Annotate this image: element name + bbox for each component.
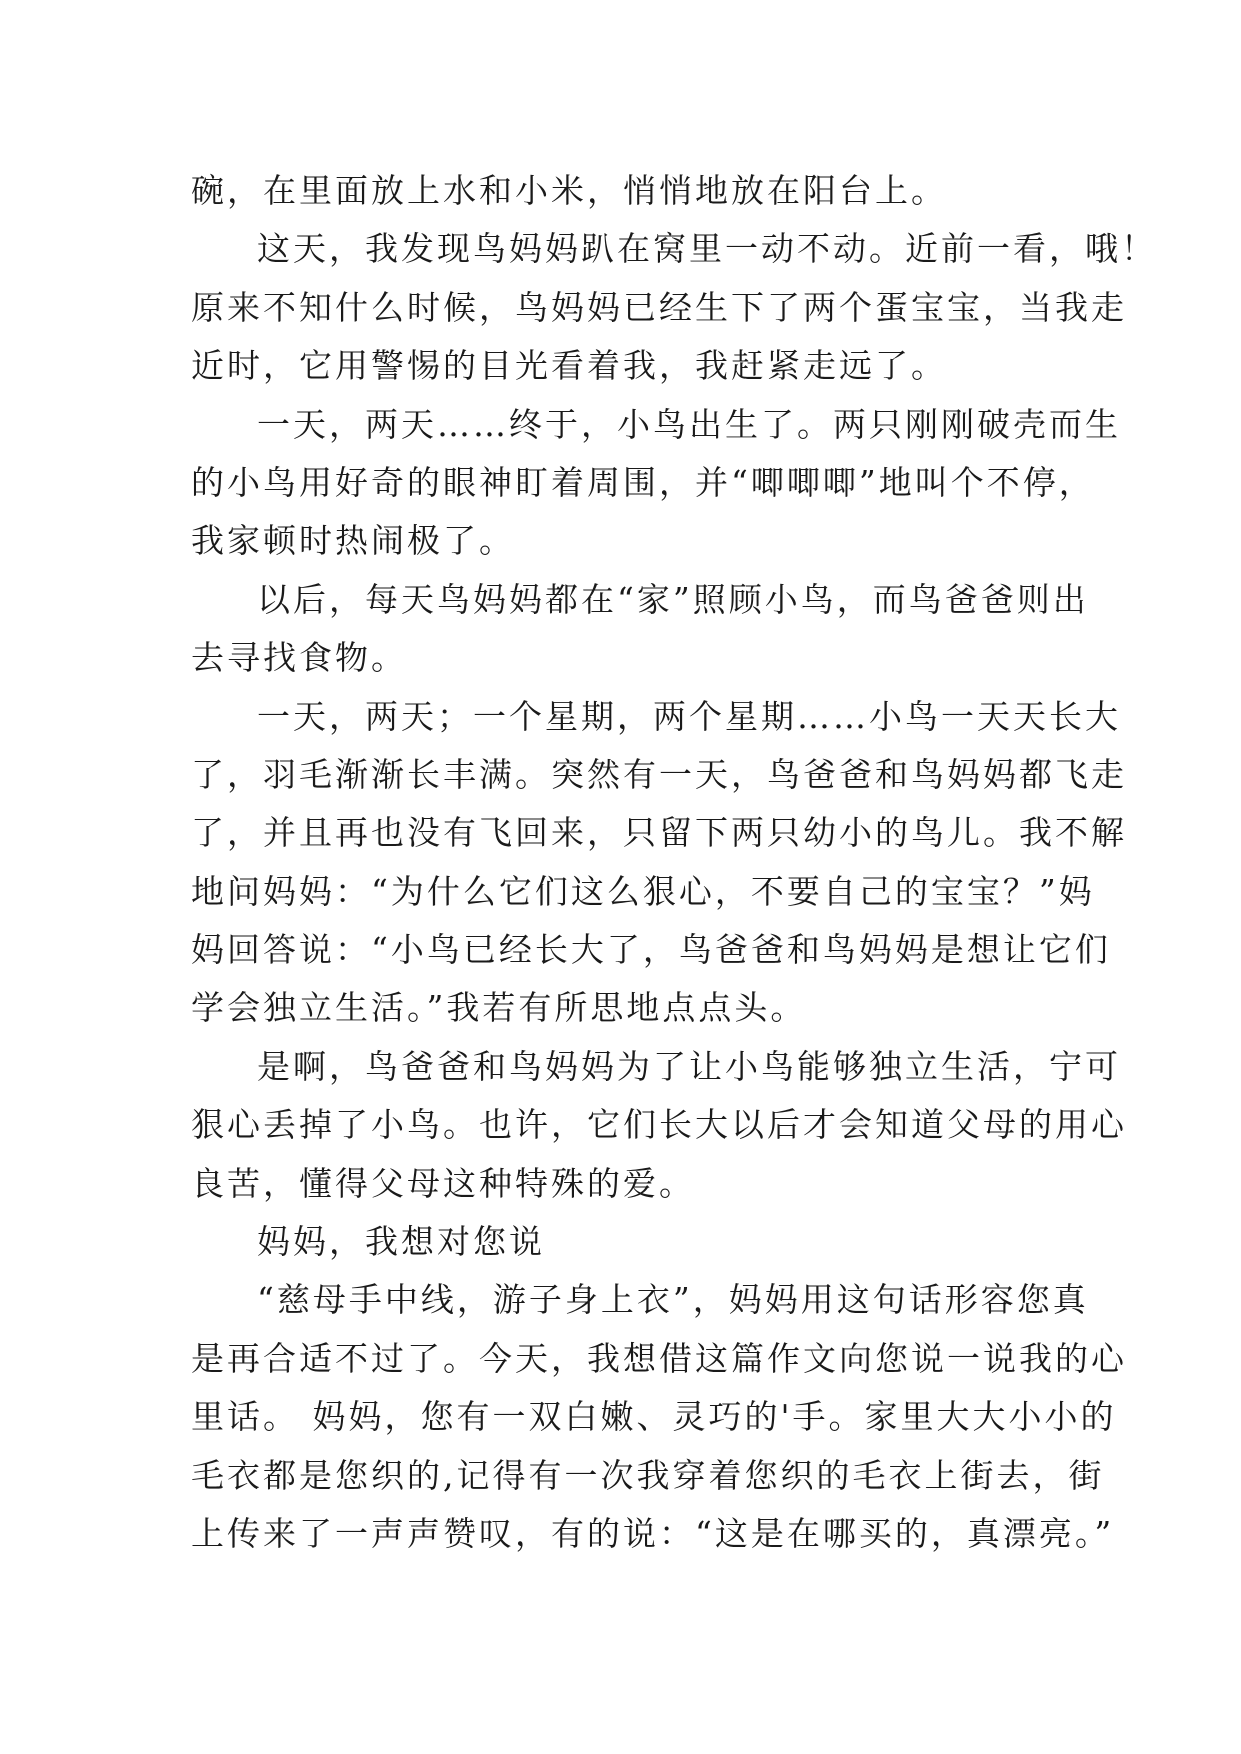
paragraph-start-line: “慈母手中线，游子身上衣”，妈妈用这句话形容您真	[257, 1280, 1089, 1320]
text-line: 上传来了一声声赞叹，有的说：“这是在哪买的，真漂亮。”	[191, 1513, 1115, 1553]
paragraph-start-line: 一天，两天；一个星期，两个星期……小鸟一天天长大	[257, 696, 1121, 736]
text-line: 原来不知什么时候，鸟妈妈已经生下了两个蛋宝宝，当我走	[191, 287, 1127, 327]
text-line: 狠心丢掉了小鸟。也许，它们长大以后才会知道父母的用心	[191, 1105, 1127, 1145]
essay-text	[191, 162, 1157, 1563]
text-line: 去寻找食物。	[191, 638, 407, 678]
text-line: 的小鸟用好奇的眼神盯着周围，并“唧唧唧”地叫个不停，	[191, 462, 1095, 502]
text-line: 我家顿时热闹极了。	[191, 521, 515, 561]
text-line: 地问妈妈：“为什么它们这么狠心，不要自己的宝宝？”妈	[191, 871, 1095, 911]
text-line: 妈回答说：“小鸟已经长大了，鸟爸爸和鸟妈妈是想让它们	[191, 930, 1111, 970]
text-line: 碗，在里面放上水和小米，悄悄地放在阳台上。	[191, 171, 947, 210]
text-line: 学会独立生活。”我若有所思地点点头。	[191, 988, 807, 1028]
paragraph-start-line: 一天，两天……终于，小鸟出生了。两只刚刚破壳而生	[257, 404, 1121, 444]
paragraph-start-line: 以后，每天鸟妈妈都在“家”照顾小鸟，而鸟爸爸则出	[257, 579, 1089, 619]
paragraph-start-line: 是啊，鸟爸爸和鸟妈妈为了让小鸟能够独立生活，宁可	[257, 1046, 1121, 1086]
text-line: 里话。 妈妈，您有一双白嫩、灵巧的'手。家里大大小小的	[191, 1397, 1117, 1437]
paragraph-start-line: 这天，我发现鸟妈妈趴在窝里一动不动。近前一看，哦！	[257, 229, 1157, 269]
text-line: 近时，它用警惕的目光看着我，我赶紧走远了。	[191, 346, 947, 386]
text-line: 毛衣都是您织的,记得有一次我穿着您织的毛衣上街去，街	[191, 1455, 1105, 1495]
text-line: 了，羽毛渐渐长丰满。突然有一天，鸟爸爸和鸟妈妈都飞走	[191, 754, 1127, 794]
essay-title-line: 妈妈，我想对您说	[257, 1222, 545, 1262]
text-line: 是再合适不过了。今天，我想借这篇作文向您说一说我的心	[191, 1338, 1127, 1378]
text-line: 了，并且再也没有飞回来，只留下两只幼小的鸟儿。我不解	[191, 813, 1127, 853]
text-line: 良苦，懂得父母这种特殊的爱。	[191, 1163, 695, 1203]
